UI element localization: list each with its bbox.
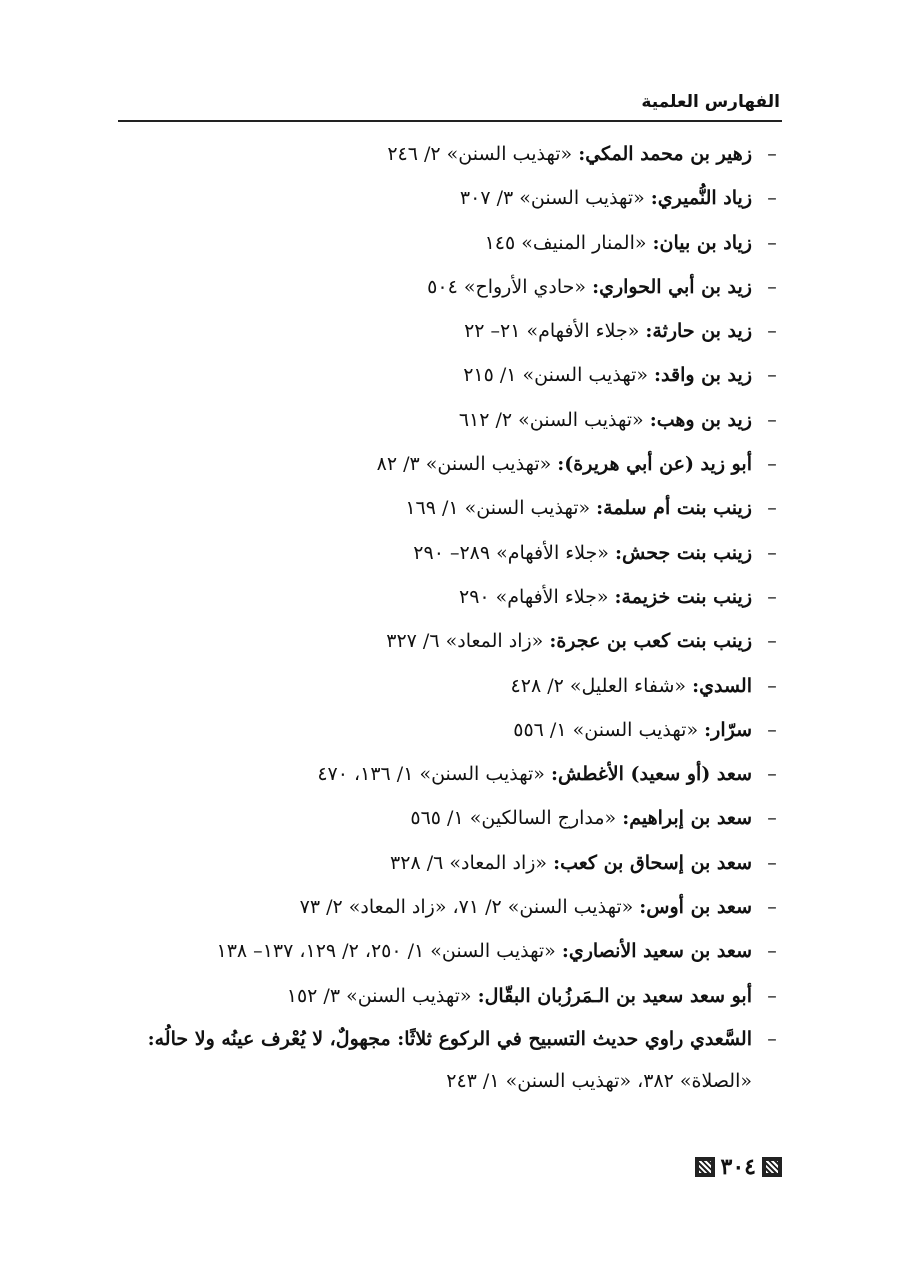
running-header-title: الفهارس العلمية [641, 92, 780, 112]
index-entry [118, 974, 782, 1018]
entry-source: «مدارج السالكين» ١/ ٥٦٥ [410, 807, 617, 830]
entry-dash: – [767, 984, 777, 1007]
entry-dash: – [767, 1027, 777, 1050]
entry-source: «جلاء الأفهام» ٢٨٩– ٢٩٠ [413, 541, 609, 564]
index-entry [118, 531, 782, 575]
entry-source: «جلاء الأفهام» ٢٩٠ [459, 585, 609, 608]
index-entry [118, 885, 782, 929]
entry-name: زهير بن محمد المكي: [578, 143, 752, 165]
entry-dash: – [767, 187, 777, 210]
page-footer [695, 1154, 782, 1180]
entry-dash: – [767, 718, 777, 741]
entry-source: «الصلاة» ٣٨٢، «تهذيب السنن» ١/ ٢٤٣ [446, 1069, 752, 1092]
entry-source: «تهذيب السنن» ٣/ ٣٠٧ [459, 187, 645, 210]
entry-dash: – [767, 851, 777, 874]
entry-name: سرّار: [704, 718, 752, 741]
index-entry [118, 841, 782, 885]
entry-source: «تهذيب السنن» ١/ ٢١٥ [463, 364, 648, 387]
index-entry [118, 398, 782, 442]
entry-dash: – [767, 275, 777, 298]
index-entry [118, 796, 782, 840]
entry-name: زيد بن وهب: [649, 408, 752, 431]
entry-dash: – [767, 453, 777, 476]
entry-name: زينب بنت كعب بن عجرة: [549, 630, 752, 653]
entry-name: أبو زيد (عن أبي هريرة): [557, 453, 752, 476]
entry-name: السَّعدي راوي حديث التسبيح في الركوع ثلاثًا: مجهولٌ، لا يُعْرف عينُه ولا حالُه: [147, 1027, 752, 1050]
index-entry-list [118, 132, 782, 1102]
entry-name: زيد بن أبي الحواري: [592, 275, 752, 298]
entry-dash: – [767, 497, 777, 520]
entry-name: السدي: [692, 674, 752, 697]
entry-dash: – [767, 807, 777, 830]
index-entry [118, 486, 782, 530]
entry-dash: – [767, 630, 777, 653]
entry-source: «شفاء العليل» ٢/ ٤٢٨ [510, 674, 687, 697]
ornament-right-icon [762, 1157, 782, 1177]
entry-name: سعد (أو سعيد) الأغطش: [550, 763, 752, 786]
entry-dash: – [767, 940, 777, 963]
entry-name: زينب بنت أم سلمة: [596, 497, 752, 520]
page-header [118, 88, 782, 122]
entry-source: «زاد المعاد» ٦/ ٣٢٧ [386, 630, 544, 653]
index-entry [118, 752, 782, 796]
entry-dash: – [767, 320, 777, 343]
entry-name: سعد بن سعيد الأنصاري: [561, 940, 752, 963]
entry-name: زياد بن بيان: [652, 231, 752, 254]
entry-source: «تهذيب السنن» ١/ ٥٥٦ [513, 718, 699, 741]
index-entry [118, 1018, 782, 1102]
entry-name: سعد بن إبراهيم: [622, 807, 752, 830]
entry-dash: – [767, 143, 777, 165]
entry-name: سعد بن أوس: [639, 896, 752, 919]
index-entry [118, 176, 782, 220]
entry-source: «تهذيب السنن» ١/ ١٣٦، ٤٧٠ [317, 763, 545, 786]
entry-source: «تهذيب السنن» ٣/ ١٥٢ [286, 984, 472, 1007]
entry-name: زينب بنت خزيمة: [614, 585, 752, 608]
entry-dash: – [767, 231, 777, 254]
entry-name: سعد بن إسحاق بن كعب: [553, 851, 752, 874]
entry-source: «تهذيب السنن» ١/ ٢٥٠، ٢/ ١٢٩، ١٣٧– ١٣٨ [216, 940, 556, 963]
entry-dash: – [767, 896, 777, 919]
index-entry [118, 708, 782, 752]
entry-dash: – [767, 408, 777, 431]
entry-source: «تهذيب السنن» ٢/ ٧١، «زاد المعاد» ٢/ ٧٣ [299, 896, 634, 919]
entry-source: «حادي الأرواح» ٥٠٤ [427, 275, 587, 298]
entry-name: زيد بن حارثة: [645, 320, 752, 343]
entry-source: «تهذيب السنن» ٣/ ٨٢ [376, 453, 552, 476]
entry-name: زيد بن واقد: [654, 364, 752, 387]
index-entry [118, 221, 782, 265]
ornament-left-icon [695, 1157, 715, 1177]
entry-source: «جلاء الأفهام» ٢١– ٢٢ [464, 320, 640, 343]
entry-source: «تهذيب السنن» ٢/ ٦١٢ [458, 408, 644, 431]
index-entry [118, 265, 782, 309]
index-entry [118, 929, 782, 973]
entry-source: «زاد المعاد» ٦/ ٣٢٨ [390, 851, 548, 874]
entry-name: أبو سعد سعيد بن الـمَرزُبان البقّال: [477, 984, 752, 1007]
entry-source: «تهذيب السنن» ٢/ ٢٤٦ [387, 143, 573, 165]
index-entry [118, 132, 782, 176]
entry-dash: – [767, 585, 777, 608]
page-number: ٣٠٤ [720, 1154, 756, 1180]
entry-name: زينب بنت جحش: [614, 541, 752, 564]
entry-source: «المنار المنيف» ١٤٥ [484, 231, 647, 254]
entry-name: زياد النُّميري: [650, 187, 752, 210]
entry-dash: – [767, 763, 777, 786]
index-entry [118, 353, 782, 397]
index-entry [118, 619, 782, 663]
entry-dash: – [767, 541, 777, 564]
entry-source: «تهذيب السنن» ١/ ١٦٩ [405, 497, 591, 520]
entry-dash: – [767, 364, 777, 387]
index-entry [118, 664, 782, 708]
entry-dash: – [767, 674, 777, 697]
index-entry [118, 575, 782, 619]
index-entry [118, 309, 782, 353]
index-entry [118, 442, 782, 486]
